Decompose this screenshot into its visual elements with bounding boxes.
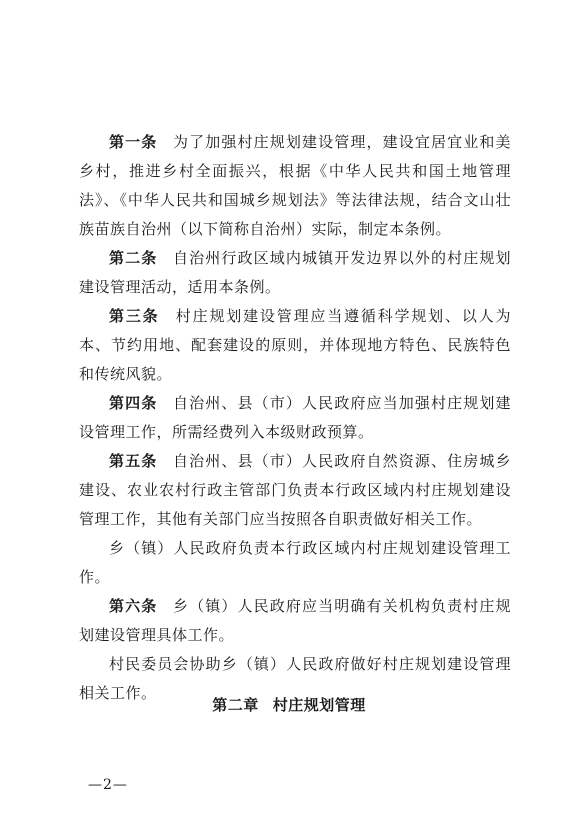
article-5-extra: 乡（镇）人民政府负责本行政区域内村庄规划建设管理工作。 — [79, 539, 511, 586]
article-number: 第五条 — [109, 452, 158, 470]
article-3 — [79, 302, 511, 389]
article-text: 自治州行政区域内城镇开发边界以外的村庄规划建设管理活动，适用本条例。 — [79, 249, 511, 296]
article-2 — [79, 244, 511, 302]
chapter-title: 村庄规划管理 — [272, 696, 366, 714]
article-number: 第四条 — [109, 394, 158, 412]
article-text: 自治州、县（市）人民政府自然资源、住房城乡建设、农业农村行政主管部门负责本行政区域内村庄规划建设管理工作，其他有关部门应当按照各自职责做好相关工作。 — [79, 452, 511, 528]
article-6-extra: 村民委员会协助乡（镇）人民政府做好村庄规划建设管理相关工作。 — [79, 655, 511, 702]
article-number: 第一条 — [109, 133, 158, 151]
article-number: 第六条 — [109, 597, 158, 615]
page-number: —2— — [88, 777, 128, 793]
article-number: 第三条 — [109, 307, 160, 325]
article-5 — [79, 447, 511, 534]
chapter-heading — [0, 694, 578, 715]
article-text: 乡（镇）人民政府应当明确有关机构负责村庄规划建设管理具体工作。 — [79, 597, 511, 644]
article-4 — [79, 389, 511, 447]
article-6 — [79, 592, 511, 650]
article-text: 自治州、县（市）人民政府应当加强村庄规划建设管理工作，所需经费列入本级财政预算。 — [79, 394, 511, 441]
body-text — [79, 128, 511, 708]
article-text: 村庄规划建设管理应当遵循科学规划、以人为本、节约用地、配套建设的原则，并体现地方特色、民族特色和传统风貌。 — [79, 307, 511, 383]
article-number: 第二条 — [109, 249, 158, 267]
article-1 — [79, 128, 511, 244]
article-text: 为了加强村庄规划建设管理，建设宜居宜业和美乡村，推进乡村全面振兴，根据《中华人民共和国土地管理法》、《中华人民共和国城乡规划法》等法律法规，结合文山壮族苗族自治州（以下简称自治州）实际，制定本条例。 — [79, 133, 511, 238]
chapter-number: 第二章 — [212, 696, 259, 714]
